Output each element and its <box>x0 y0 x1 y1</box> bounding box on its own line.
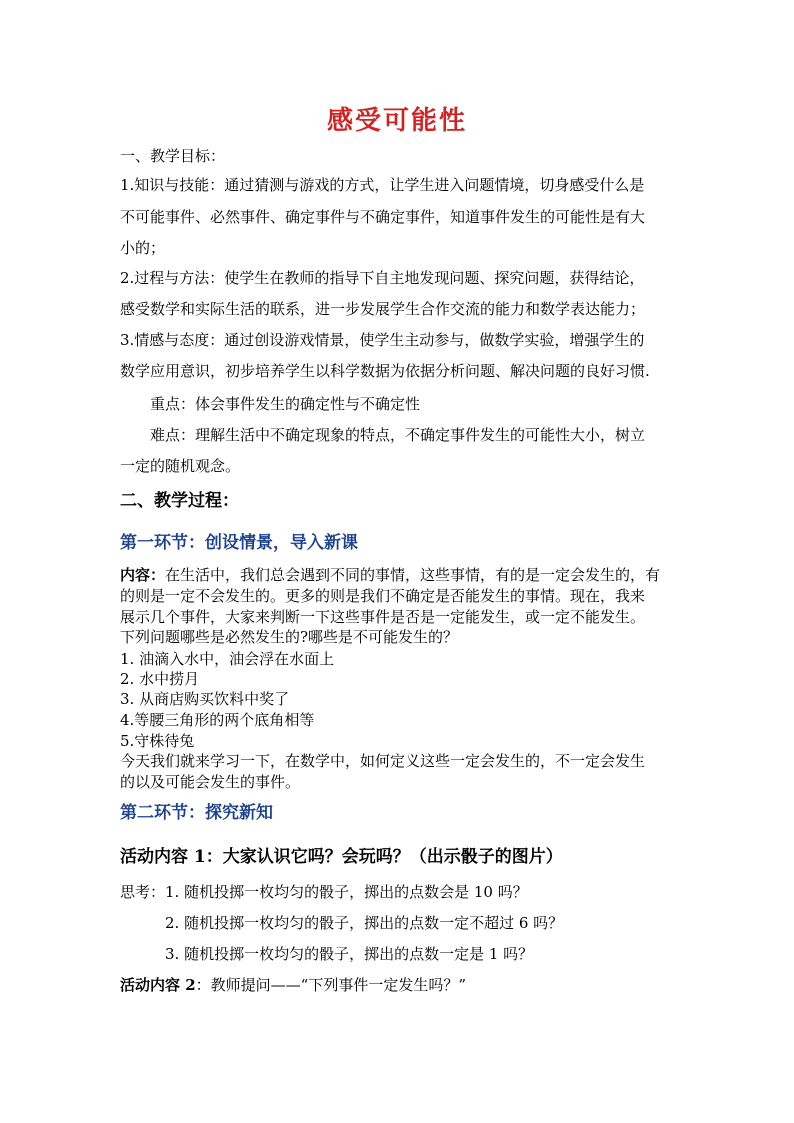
think-item: 3. 随机投掷一枚均匀的骰子，掷出的点数一定是 1 吗？ <box>165 945 534 963</box>
content-line1 <box>120 566 660 584</box>
goal1-line2: 不可能事件、必然事件、确定事件与不确定事件，知道事件发生的可能性是有大 <box>120 208 646 226</box>
goal2-line1: 2.过程与方法：使学生在教师的指导下自主地发现问题、探究问题，获得结论， <box>120 269 645 287</box>
list-item: 3. 从商店购买饮料中奖了 <box>120 690 290 708</box>
activity2-line <box>120 975 466 995</box>
goal1-line3: 小的； <box>120 239 166 257</box>
goal2-line2: 感受数学和实际生活的联系，进一步发展学生合作交流的能力和数学表达能力； <box>120 300 646 318</box>
goal3-line1: 3.情感与态度：通过创设游戏情景，使学生主动参与，做数学实验，增强学生的 <box>120 331 645 349</box>
key-point: 重点：体会事件发生的确定性与不确定性 <box>150 395 421 413</box>
list-item: 5.守株待兔 <box>120 732 195 750</box>
today-line1: 今天我们就来学习一下，在数学中，如何定义这些一定会发生的，不一定会发生 <box>120 752 646 770</box>
list-item: 2. 水中捞月 <box>120 670 200 688</box>
content-line2: 的则是一定不会发生的。更多的则是我们不确定是否能发生的事情。现在，我来 <box>120 587 646 605</box>
section2-heading: 二、教学过程： <box>120 491 239 511</box>
think-item: 2. 随机投掷一枚均匀的骰子，掷出的点数一定不超过 6 吗？ <box>165 914 564 932</box>
part1-heading: 第一环节：创设情景，导入新课 <box>120 533 358 553</box>
activity2-text: ：教师提问——“下列事件一定发生吗？” <box>195 976 467 994</box>
think-item: 1. 随机投掷一枚均匀的骰子，掷出的点数会是 10 吗？ <box>165 883 528 901</box>
today-line2: 的以及可能会发生的事件。 <box>120 773 301 791</box>
part2-heading: 第二环节：探究新知 <box>120 803 273 823</box>
list-item: 4.等腰三角形的两个底角相等 <box>120 711 315 729</box>
content-line3: 展示几个事件，大家来判断一下这些事件是否是一定能发生，或一定不能发生。 <box>120 608 646 626</box>
question-line: 下列问题哪些是必然发生的?哪些是不可能发生的？ <box>120 628 459 646</box>
think-line1 <box>120 882 528 902</box>
content-text: 在生活中，我们总会遇到不同的事情，这些事情，有的是一定会发生的，有 <box>165 566 661 584</box>
activity2-label: 活动内容 2 <box>120 976 196 994</box>
section1-heading: 一、教学目标： <box>120 147 226 165</box>
think-label: 思考： <box>120 883 166 901</box>
list-item: 1. 油滴入水中，油会浮在水面上 <box>120 650 335 668</box>
difficulty-line2: 一定的随机观念。 <box>120 457 241 475</box>
difficulty-line1: 难点：理解生活中不确定现象的特点，不确定事件发生的可能性大小，树立 <box>150 426 646 444</box>
goal3-line2: 数学应用意识，初步培养学生以科学数据为依据分析问题、解决问题的良好习惯. <box>120 362 650 380</box>
activity1-heading: 活动内容 1：大家认识它吗？会玩吗？（出示骰子的图片） <box>120 847 563 867</box>
goal1-line1: 1.知识与技能：通过猜测与游戏的方式，让学生进入问题情境，切身感受什么是 <box>120 176 645 194</box>
document-title: 感受可能性 <box>326 106 467 136</box>
content-label: 内容： <box>120 566 166 584</box>
